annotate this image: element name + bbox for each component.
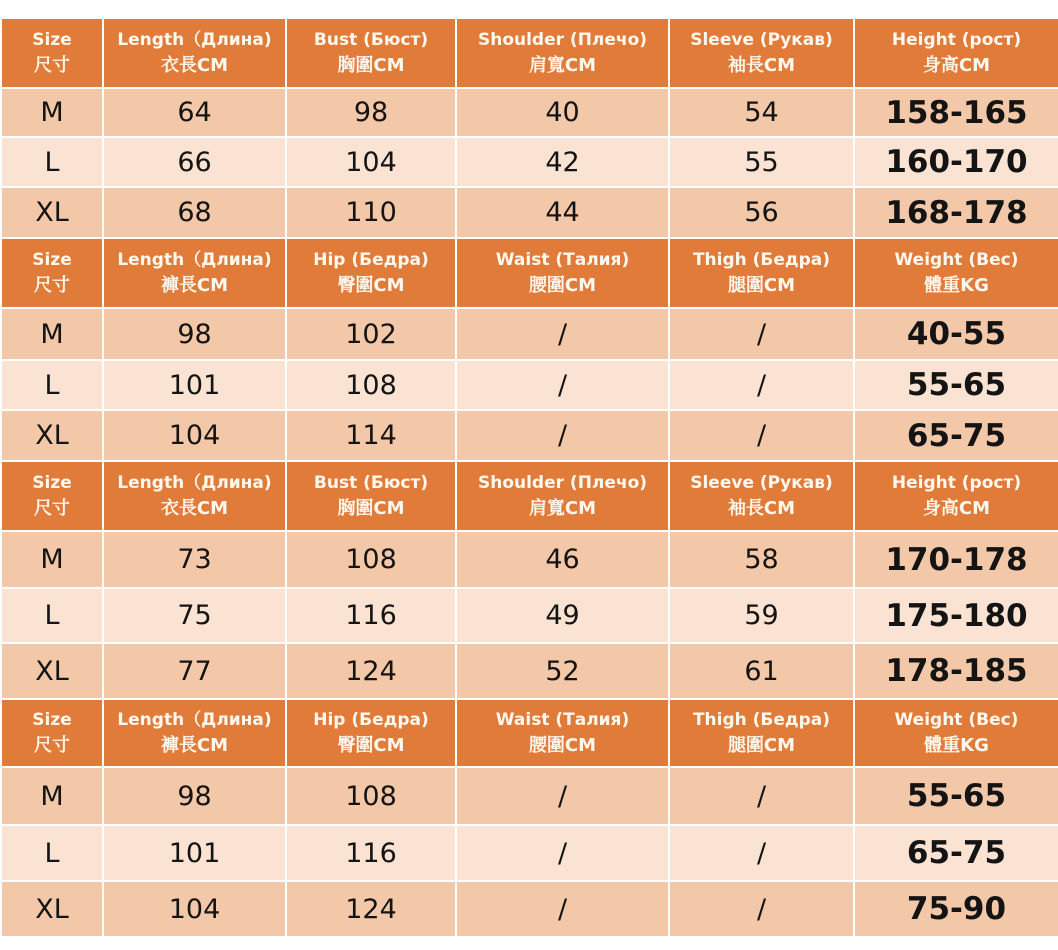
header-cell-measure-3	[456, 461, 669, 531]
cell-measure-2: 124	[286, 881, 456, 937]
table-row	[1, 588, 1058, 643]
header-label-chinese: 褲長CM	[160, 275, 229, 296]
cell-range: 175-180	[854, 588, 1058, 643]
cell-measure-2: 108	[286, 360, 456, 410]
cell-length: 66	[103, 137, 286, 187]
cell-size: XL	[1, 187, 103, 238]
cell-measure-3: /	[456, 308, 669, 360]
cell-measure-3: /	[456, 360, 669, 410]
header-label-chinese: 褲長CM	[160, 735, 229, 756]
header-cell-range	[854, 699, 1058, 767]
header-cell-measure-3	[456, 699, 669, 767]
header-cell-measure-4	[669, 238, 854, 308]
cell-measure-3: /	[456, 881, 669, 937]
cell-length: 101	[103, 825, 286, 881]
cell-length: 104	[103, 881, 286, 937]
cell-measure-4: /	[669, 410, 854, 461]
table-row	[1, 767, 1058, 825]
table-row	[1, 410, 1058, 461]
cell-size: L	[1, 360, 103, 410]
header-label-latin: Size	[32, 710, 72, 730]
header-label-latin: Bust (Бюст)	[313, 30, 429, 50]
header-cell-size	[1, 238, 103, 308]
cell-measure-2: 108	[286, 531, 456, 588]
cell-measure-4: 54	[669, 88, 854, 137]
cell-range: 55-65	[854, 767, 1058, 825]
cell-range: 178-185	[854, 643, 1058, 699]
cell-range: 65-75	[854, 825, 1058, 881]
table-row	[1, 360, 1058, 410]
header-cell-measure-3	[456, 18, 669, 88]
cell-measure-2: 98	[286, 88, 456, 137]
header-label-latin: Thigh (Бедра)	[692, 250, 831, 270]
header-cell-size	[1, 699, 103, 767]
header-label-latin: Weight (Вес)	[894, 710, 1019, 730]
header-label-latin: Hip (Бедра)	[313, 710, 429, 730]
header-cell-length	[103, 18, 286, 88]
header-cell-measure-3	[456, 238, 669, 308]
header-cell-range	[854, 238, 1058, 308]
header-label-latin: Hip (Бедра)	[313, 250, 429, 270]
table-row	[1, 825, 1058, 881]
cell-range: 160-170	[854, 137, 1058, 187]
cell-measure-2: 116	[286, 825, 456, 881]
header-label-chinese: 肩寬CM	[528, 498, 597, 519]
header-cell-measure-2	[286, 699, 456, 767]
header-cell-range	[854, 18, 1058, 88]
header-row	[1, 18, 1058, 88]
cell-measure-3: 52	[456, 643, 669, 699]
header-label-chinese: 胸圍CM	[337, 55, 405, 76]
header-label-latin: Size	[32, 250, 72, 270]
header-label-latin: Sleeve (Рукав)	[690, 30, 833, 50]
header-cell-measure-2	[286, 461, 456, 531]
cell-measure-2: 124	[286, 643, 456, 699]
cell-measure-3: 40	[456, 88, 669, 137]
header-label-chinese: 身高CM	[922, 55, 991, 76]
cell-size: L	[1, 137, 103, 187]
table-row	[1, 137, 1058, 187]
header-label-chinese: 肩寬CM	[528, 55, 597, 76]
cell-range: 75-90	[854, 881, 1058, 937]
cell-measure-4: 59	[669, 588, 854, 643]
cell-measure-4: /	[669, 308, 854, 360]
cell-size: L	[1, 825, 103, 881]
cell-range: 40-55	[854, 308, 1058, 360]
header-label-chinese: 衣長CM	[160, 498, 229, 519]
cell-range: 158-165	[854, 88, 1058, 137]
header-cell-range	[854, 461, 1058, 531]
size-chart	[0, 17, 1058, 938]
header-cell-measure-2	[286, 238, 456, 308]
cell-length: 68	[103, 187, 286, 238]
table-row	[1, 643, 1058, 699]
header-label-chinese: 身高CM	[922, 498, 991, 519]
cell-length: 101	[103, 360, 286, 410]
cell-size: XL	[1, 410, 103, 461]
cell-size: M	[1, 308, 103, 360]
cell-size: L	[1, 588, 103, 643]
header-label-latin: Length（Длина)	[117, 250, 272, 270]
cell-measure-3: 46	[456, 531, 669, 588]
cell-measure-3: 49	[456, 588, 669, 643]
cell-measure-2: 104	[286, 137, 456, 187]
header-label-latin: Height (рост)	[891, 473, 1022, 493]
cell-length: 98	[103, 308, 286, 360]
header-row	[1, 699, 1058, 767]
header-label-chinese: 腿圍CM	[727, 275, 796, 296]
cell-range: 65-75	[854, 410, 1058, 461]
cell-measure-4: /	[669, 881, 854, 937]
cell-measure-3: /	[456, 410, 669, 461]
header-cell-length	[103, 461, 286, 531]
header-label-latin: Height (рост)	[891, 30, 1022, 50]
header-label-chinese: 袖長CM	[727, 55, 796, 76]
cell-measure-3: 42	[456, 137, 669, 187]
cell-length: 75	[103, 588, 286, 643]
header-label-latin: Length（Длина)	[117, 710, 272, 730]
header-label-chinese: 尺寸	[34, 55, 70, 76]
cell-length: 64	[103, 88, 286, 137]
header-label-chinese: 腿圍CM	[727, 735, 796, 756]
header-label-latin: Shoulder (Плечо)	[477, 473, 648, 493]
cell-measure-3: /	[456, 825, 669, 881]
header-label-latin: Size	[32, 473, 72, 493]
table-row	[1, 308, 1058, 360]
header-label-latin: Waist (Талия)	[495, 710, 630, 730]
table-row	[1, 531, 1058, 588]
size-table	[0, 17, 1058, 938]
header-label-chinese: 腰圍CM	[528, 735, 597, 756]
header-label-chinese: 體重KG	[924, 735, 989, 756]
header-label-chinese: 腰圍CM	[528, 275, 597, 296]
header-cell-measure-4	[669, 461, 854, 531]
header-label-chinese: 衣長CM	[160, 55, 229, 76]
cell-size: M	[1, 88, 103, 137]
header-label-chinese: 臀圍CM	[337, 735, 405, 756]
cell-measure-2: 114	[286, 410, 456, 461]
header-label-latin: Bust (Бюст)	[313, 473, 429, 493]
header-label-chinese: 尺寸	[34, 735, 70, 756]
cell-measure-3: 44	[456, 187, 669, 238]
header-cell-length	[103, 238, 286, 308]
cell-length: 104	[103, 410, 286, 461]
header-label-chinese: 臀圍CM	[337, 275, 405, 296]
header-cell-size	[1, 461, 103, 531]
cell-length: 73	[103, 531, 286, 588]
cell-length: 98	[103, 767, 286, 825]
table-row	[1, 187, 1058, 238]
cell-measure-4: /	[669, 825, 854, 881]
cell-length: 77	[103, 643, 286, 699]
cell-measure-4: 56	[669, 187, 854, 238]
cell-measure-4: 61	[669, 643, 854, 699]
cell-measure-3: /	[456, 767, 669, 825]
header-row	[1, 238, 1058, 308]
cell-size: XL	[1, 643, 103, 699]
cell-measure-2: 116	[286, 588, 456, 643]
header-cell-measure-4	[669, 699, 854, 767]
header-cell-measure-4	[669, 18, 854, 88]
header-label-chinese: 體重KG	[924, 275, 989, 296]
header-label-latin: Shoulder (Плечо)	[477, 30, 648, 50]
cell-measure-4: /	[669, 360, 854, 410]
table-row	[1, 881, 1058, 937]
cell-range: 168-178	[854, 187, 1058, 238]
cell-range: 55-65	[854, 360, 1058, 410]
header-cell-size	[1, 18, 103, 88]
cell-size: M	[1, 767, 103, 825]
cell-size: XL	[1, 881, 103, 937]
header-label-latin: Weight (Вес)	[894, 250, 1019, 270]
cell-measure-4: /	[669, 767, 854, 825]
header-label-latin: Waist (Талия)	[495, 250, 630, 270]
header-label-chinese: 袖長CM	[727, 498, 796, 519]
cell-measure-2: 110	[286, 187, 456, 238]
header-label-latin: Size	[32, 30, 72, 50]
header-label-chinese: 胸圍CM	[337, 498, 405, 519]
header-cell-measure-2	[286, 18, 456, 88]
cell-size: M	[1, 531, 103, 588]
header-row	[1, 461, 1058, 531]
header-label-latin: Length（Длина)	[117, 30, 272, 50]
cell-range: 170-178	[854, 531, 1058, 588]
cell-measure-2: 102	[286, 308, 456, 360]
cell-measure-4: 55	[669, 137, 854, 187]
table-row	[1, 88, 1058, 137]
cell-measure-4: 58	[669, 531, 854, 588]
header-label-latin: Sleeve (Рукав)	[690, 473, 833, 493]
header-label-latin: Length（Длина)	[117, 473, 272, 493]
cell-measure-2: 108	[286, 767, 456, 825]
header-label-chinese: 尺寸	[34, 275, 70, 296]
header-label-latin: Thigh (Бедра)	[692, 710, 831, 730]
header-label-chinese: 尺寸	[34, 498, 70, 519]
header-cell-length	[103, 699, 286, 767]
